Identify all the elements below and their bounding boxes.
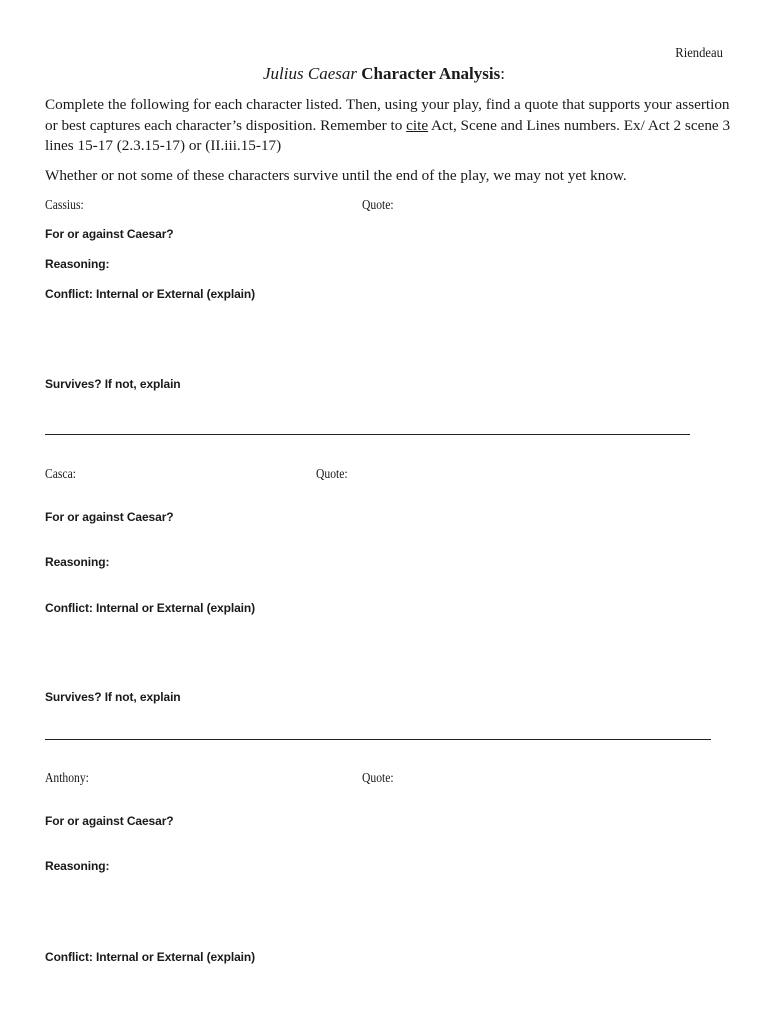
- for-against-label-casca: For or against Caesar?: [45, 510, 174, 524]
- character-name-casca: Casca:: [45, 466, 76, 481]
- reasoning-label-anthony: Reasoning:: [45, 859, 110, 873]
- author-name: Riendeau: [675, 46, 723, 61]
- character-name-anthony: Anthony:: [45, 770, 89, 785]
- title-play-name: Julius Caesar: [263, 64, 357, 83]
- instructions-part1: Complete the following for each character listed. Then, using your play, find a quote that supports your assertion or best captures each character’s disposition. Remember to: [45, 96, 730, 134]
- quote-label-cassius: Quote:: [362, 197, 394, 212]
- page-title: [0, 64, 768, 84]
- conflict-label-casca: Conflict: Internal or External (explain): [45, 601, 256, 615]
- for-against-label-cassius: For or against Caesar?: [45, 227, 174, 241]
- reasoning-label-casca: Reasoning:: [45, 555, 110, 569]
- instructions-note: Whether or not some of these characters survive until the end of the play, we may not yet know.: [45, 167, 627, 184]
- conflict-label-anthony: Conflict: Internal or External (explain): [45, 950, 256, 964]
- for-against-label-anthony: For or against Caesar?: [45, 814, 174, 828]
- section-divider: [45, 434, 690, 435]
- instructions-cite: cite: [406, 116, 429, 134]
- survives-label-cassius: Survives? If not, explain: [45, 377, 181, 391]
- title-colon: :: [500, 64, 505, 83]
- instructions-paragraph: [45, 95, 735, 157]
- reasoning-label-cassius: Reasoning:: [45, 257, 110, 271]
- title-heading: Character Analysis: [361, 64, 501, 83]
- survives-label-casca: Survives? If not, explain: [45, 690, 181, 704]
- conflict-label-cassius: Conflict: Internal or External (explain): [45, 287, 256, 301]
- quote-label-anthony: Quote:: [362, 770, 394, 785]
- instructions-part2: Act, Scene and Lines numbers. Ex/ Act 2 scene 3 lines 15-17 (2.3.15-17) or (II.iii.15-17): [45, 116, 731, 154]
- section-divider: [45, 739, 711, 740]
- character-name-cassius: Cassius:: [45, 197, 84, 212]
- quote-label-casca: Quote:: [316, 466, 348, 481]
